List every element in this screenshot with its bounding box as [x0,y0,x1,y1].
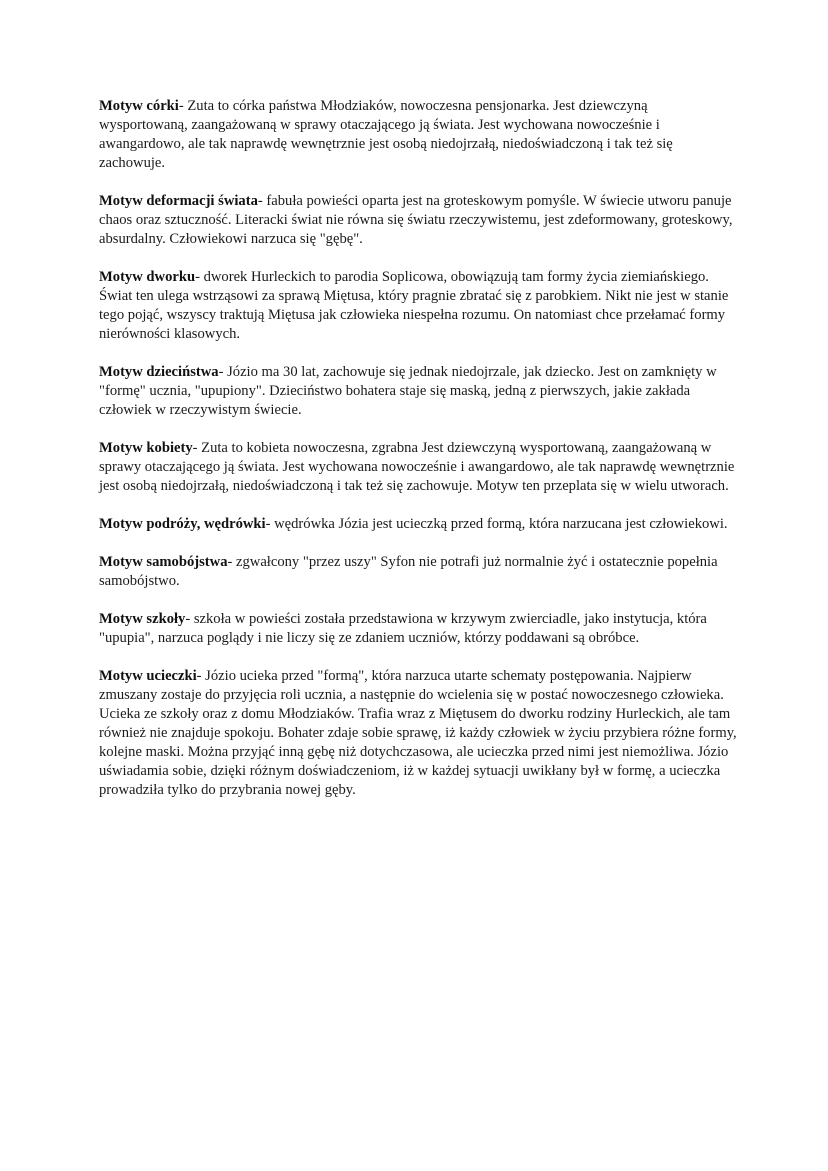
motif-paragraph-dziecinstwa [99,363,739,420]
motif-description: - Józio ucieka przed "formą", która narzuca utarte schematy postępowania. Najpierw zmuszany zostaje do przyjęcia roli ucznia, a następnie do wcielenia się w postać nowoczesnego człowieka. Ucieka ze szkoły oraz z domu Młodziaków. Trafia wraz z Miętusem do dworku rodziny Hurleckich, ale tam również nie znajduje spokoju. Bohater zdaje sobie sprawę, iż każdy człowiek w życiu przybiera różne formy, kolejne maski. Można przyjąć inną gębę niż dotychczasowa, ale ucieczka przed nimi jest niemożliwa. Józio uświadamia sobie, dzięki różnym doświadczeniom, iż w każdej sytuacji uwikłany był w formę, a ucieczka prowadziła tylko do przybrania nowej gęby. [99,668,737,798]
motif-paragraph-samobojstwa [99,553,739,591]
motif-term: Motyw dworku [99,269,196,285]
motif-term: Motyw deformacji świata [99,193,258,209]
motif-description: - wędrówka Józia jest ucieczką przed formą, która narzucana jest człowiekowi. [265,516,728,532]
motif-description: - zgwałcony "przez uszy" Syfon nie potrafi już normalnie żyć i ostatecznie popełnia samobójstwo. [99,554,718,589]
motif-paragraph-podrozy [99,515,739,534]
motif-description: - Zuta to kobieta nowoczesna, zgrabna Jest dziewczyną wysportowaną, zaangażowaną w sprawy otaczającego ją świata. Jest wychowana nowocześnie i awangardowo, ale tak naprawdę wewnętrznie jest osobą niedojrzałą, niedoświadczoną i tak też się zachowuje. Motyw ten przeplata się w wielu utworach. [99,440,735,494]
motif-paragraph-kobiety [99,439,739,496]
motif-term: Motyw kobiety [99,440,193,456]
motif-term: Motyw samobójstwa [99,554,228,570]
motif-term: Motyw ucieczki [99,668,197,684]
motif-paragraph-ucieczki [99,667,739,800]
motif-paragraph-deformacji-swiata [99,192,739,249]
document-body [99,97,739,819]
motif-paragraph-szkoly [99,610,739,648]
motif-paragraph-dworku [99,268,739,344]
motif-term: Motyw dzieciństwa [99,364,219,380]
motif-description: - szkoła w powieści została przedstawiona w krzywym zwierciadle, jako instytucja, która "upupia", narzuca poglądy i nie liczy się ze zdaniem uczniów, którzy poddawani są obróbce. [99,611,707,646]
motif-paragraph-corki [99,97,739,173]
motif-term: Motyw szkoły [99,611,186,627]
motif-term: Motyw córki [99,98,179,114]
motif-description: - fabuła powieści oparta jest na groteskowym pomyśle. W świecie utworu panuje chaos oraz sztuczność. Literacki świat nie równa się światu rzeczywistemu, jest zdeformowany, groteskowy, absurdalny. Człowiekowi narzuca się "gębę". [99,193,733,247]
motif-description: - dworek Hurleckich to parodia Soplicowa, obowiązują tam formy życia ziemiańskiego. Świat ten ulega wstrząsowi za sprawą Miętusa, który pragnie zbratać się z parobkiem. Nikt nie jest w stanie tego pojąć, wszyscy traktują Miętusa jak człowieka niespełna rozumu. On natomiast chce przełamać formy nierówności klasowych. [99,269,729,342]
motif-description: - Zuta to córka państwa Młodziaków, nowoczesna pensjonarka. Jest dziewczyną wysportowaną, zaangażowaną w sprawy otaczającego ją świata. Jest wychowana nowocześnie i awangardowo, ale tak naprawdę wewnętrznie jest osobą niedojrzałą, niedoświadczoną i tak też się zachowuje. [99,98,673,171]
motif-description: - Józio ma 30 lat, zachowuje się jednak niedojrzale, jak dziecko. Jest on zamknięty w "formę" ucznia, "upupiony". Dzieciństwo bohatera staje się maską, jedną z pierwszych, jakie zakłada człowiek w rzeczywistym świecie. [99,364,717,418]
motif-term: Motyw podróży, wędrówki [99,516,266,532]
